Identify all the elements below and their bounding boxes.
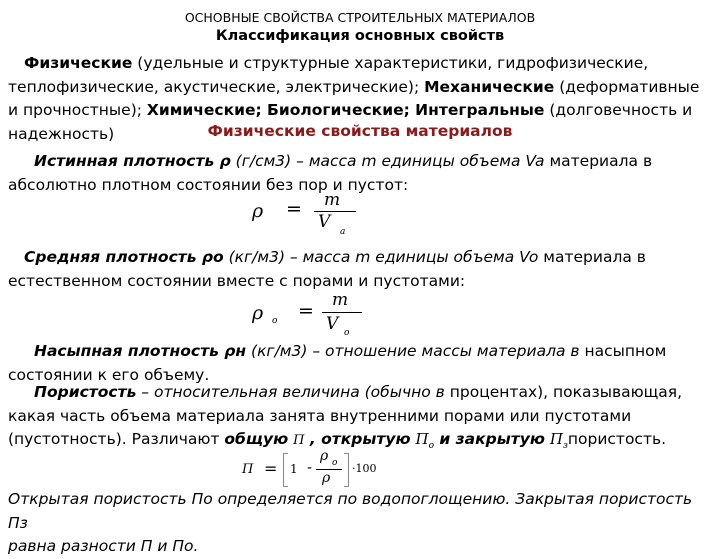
formula2-equals: = — [298, 300, 314, 322]
mechanical-text: (деформативные и прочностные); — [8, 77, 700, 119]
porosity-open-label: открытую — [321, 430, 411, 448]
formula2-fraction-bar — [322, 312, 362, 313]
formula2-rho: ρ — [252, 302, 264, 324]
physical-properties-heading: Физические свойства материалов — [207, 122, 513, 140]
porosity-label: Пористость — [34, 383, 137, 401]
bulk-density-paragraph — [8, 340, 714, 387]
physical-label: Физические — [24, 54, 133, 72]
formula3-left-bracket — [283, 453, 288, 487]
formula2-denominator-sub: o — [344, 328, 350, 338]
porosity-and: и — [433, 430, 456, 448]
bulk-density-text: насыпном состоянии к его объему. — [8, 342, 667, 384]
formula3-denominator: ρ — [322, 470, 331, 486]
formula3-p: П — [242, 462, 254, 477]
formula3-tail: ·100 — [352, 462, 377, 475]
formula3-numerator: ρ — [320, 448, 329, 464]
porosity-closed-label: закрытую — [455, 430, 545, 448]
porosity-end: пористость. — [567, 430, 667, 448]
porosity-closed-symbol: П — [549, 430, 563, 448]
formula1-denominator: V — [318, 212, 331, 232]
avg-density-italic: (кг/м3) – масса m единицы объема Vo — [223, 248, 544, 266]
true-density-label: Истинная плотность ρ — [34, 152, 231, 170]
avg-density-formula — [240, 290, 370, 340]
formula2-numerator: m — [332, 290, 349, 310]
porosity-italic: – относительная величина (обычно в — [136, 383, 450, 401]
page-subtitle: Классификация основных свойств — [215, 28, 505, 44]
formula3-equals: = — [264, 459, 278, 478]
bulk-density-italic: (кг/м3) – отношение массы материала в — [246, 342, 585, 360]
formula1-equals: = — [286, 198, 302, 220]
footer-line-1: Открытая пористость По определяется по водопоглощению. Закрытая пористость Пз — [8, 490, 693, 532]
porosity-general-symbol: П — [293, 433, 305, 448]
formula1-numerator: m — [324, 190, 341, 210]
formula3-one: 1 — [290, 462, 298, 476]
physical-text: (удельные и структурные характеристики, гидрофизические, теплофизические, акустические, электрические); — [8, 54, 649, 96]
formula1-denominator-sub: a — [340, 227, 346, 237]
true-density-formula — [240, 190, 370, 240]
porosity-text: процентах), показывающая, какая часть объема материала занята внутренними порами или пустотами (пустотность). Различают — [8, 383, 682, 448]
porosity-open-symbol-sub: о — [428, 441, 434, 452]
mechanical-label: Механические — [424, 77, 555, 96]
formula1-rho: ρ — [252, 200, 264, 222]
formula2-denominator: V — [326, 314, 339, 334]
true-density-text: материала в абсолютно плотном состоянии без пор и пустот: — [8, 152, 653, 194]
page-title: ОСНОВНЫЕ СВОЙСТВА СТРОИТЕЛЬНЫХ МАТЕРИАЛОВ — [184, 10, 536, 25]
avg-density-text: материала в естественном состоянии вместе с порами и пустотами: — [8, 248, 646, 290]
chem-bio-integral-label: Химические; Биологические; Интегральные — [146, 101, 545, 119]
true-density-italic: (г/см3) – масса m единицы объема Va — [230, 152, 550, 170]
formula2-rho-sub: o — [272, 316, 278, 326]
porosity-comma: , — [304, 430, 322, 448]
integral-text: (долговечность и надежность) — [8, 101, 693, 143]
porosity-formula — [236, 448, 377, 492]
porosity-general-label: общую — [224, 430, 289, 448]
bulk-density-label: Насыпная плотность ρн — [34, 342, 247, 360]
porosity-closed-symbol-sub: з — [562, 441, 568, 452]
avg-density-label: Средняя плотность ρo — [24, 248, 224, 266]
footer-paragraph — [8, 488, 714, 559]
porosity-paragraph — [8, 381, 714, 459]
footer-line-2: равна разности П и По. — [8, 537, 199, 555]
formula3-numerator-sub: o — [332, 458, 338, 468]
formula3-minus: - — [307, 460, 313, 476]
porosity-open-symbol: П — [415, 430, 429, 448]
formula3-right-bracket — [344, 453, 349, 487]
avg-density-paragraph — [8, 246, 714, 293]
